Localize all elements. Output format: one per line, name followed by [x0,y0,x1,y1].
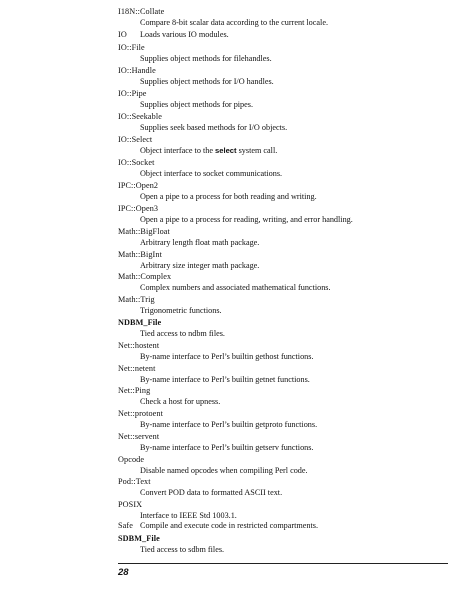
module-name: Net::netent [118,364,156,373]
module-name: Safe [118,521,133,530]
module-description: By-name interface to Perl’s builtin getnet functions. [140,375,310,384]
module-name: IO::File [118,43,145,52]
footer-divider [118,563,448,564]
module-name: IO::Handle [118,66,156,75]
module-name: SDBM_File [118,534,160,543]
module-name: IO::Seekable [118,112,162,121]
module-description: Check a host for upness. [140,397,221,406]
module-name: IO::Socket [118,158,155,167]
module-name: Math::BigFloat [118,227,170,236]
module-description: By-name interface to Perl’s builtin getserv functions. [140,443,314,452]
module-name: Net::servent [118,432,160,441]
module-name: Math::Complex [118,272,172,281]
module-description [140,146,277,156]
module-description: By-name interface to Perl’s builtin getproto functions. [140,420,318,429]
module-name: Net::hostent [118,341,160,350]
module-name: IO [118,30,127,39]
module-description: Loads various IO modules. [140,30,229,39]
module-description: Supplies seek based methods for I/O objects. [140,123,288,132]
module-description: Convert POD data to formatted ASCII text. [140,488,283,497]
module-name: Pod::Text [118,477,151,486]
module-description: Compare 8-bit scalar data according to the current locale. [140,18,329,27]
module-description: Tied access to sdbm files. [140,545,225,554]
module-name: Net::protoent [118,409,163,418]
module-description: Disable named opcodes when compiling Perl code. [140,466,308,475]
description-text: Object interface to the [140,146,216,155]
module-name: Opcode [118,455,145,464]
module-name: IO::Pipe [118,89,147,98]
module-name: NDBM_File [118,318,162,327]
module-description: Open a pipe to a process for both reading and writing. [140,192,317,201]
module-description: Complex numbers and associated mathematical functions. [140,283,331,292]
module-name: IO::Select [118,135,153,144]
module-description: Compile and execute code in restricted compartments. [140,521,319,530]
keyword-select: select [215,146,237,155]
module-description: Open a pipe to a process for reading, writing, and error handling. [140,215,353,224]
module-description: Object interface to socket communications. [140,169,283,178]
module-description: Trigonometric functions. [140,306,222,315]
page-number: 28 [118,567,129,578]
module-name: Math::Trig [118,295,155,304]
module-name: Net::Ping [118,386,151,395]
module-description: Tied access to ndbm files. [140,329,225,338]
module-description: Supplies object methods for pipes. [140,100,254,109]
module-description: By-name interface to Perl’s builtin gethost functions. [140,352,314,361]
module-name: IPC::Open3 [118,204,159,213]
module-name: POSIX [118,500,143,509]
module-description: Supplies object methods for filehandles. [140,54,272,63]
module-name: IPC::Open2 [118,181,159,190]
module-description: Arbitrary size integer math package. [140,261,260,270]
description-text: system call. [236,146,278,155]
module-description: Interface to IEEE Std 1003.1. [140,511,237,520]
module-name: Math::BigInt [118,250,162,259]
module-description: Arbitrary length float math package. [140,238,260,247]
module-description: Supplies object methods for I/O handles. [140,77,274,86]
module-name: I18N::Collate [118,7,165,16]
